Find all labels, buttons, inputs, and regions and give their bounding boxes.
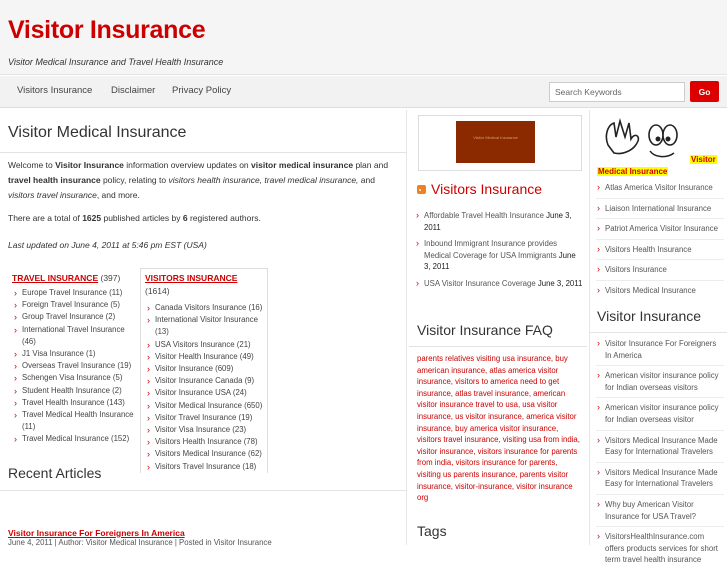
category-item[interactable]: › Student Health Insurance (2) — [14, 385, 134, 397]
recent-article-meta: June 4, 2011 | Author: Visitor Medical Insurance | Posted in Visitor Insurance — [8, 538, 272, 547]
intro-strong-site: Visitor Insurance — [55, 160, 124, 170]
main-content — [0, 110, 407, 545]
insurance-link[interactable]: › Visitors Medical Insurance — [596, 285, 724, 301]
category-count: (1614) — [145, 286, 170, 296]
divider — [0, 152, 407, 153]
divider — [409, 346, 587, 347]
insurance-link[interactable]: › Visitors Health Insurance — [596, 244, 724, 261]
sidebar-article-link[interactable]: › American visitor insurance policy for Indian overseas visitor — [596, 402, 724, 430]
category-visitors-insurance — [140, 268, 268, 473]
middle-sidebar — [409, 110, 587, 545]
category-item[interactable]: › Canada Visitors Insurance (16) — [147, 302, 267, 314]
intro-text: information overview updates on — [123, 160, 252, 170]
feed-list — [415, 210, 583, 294]
category-item[interactable]: › Visitors Travel Insurance (18) — [147, 461, 267, 473]
category-item[interactable]: › Europe Travel Insurance (11) — [14, 287, 134, 299]
category-item[interactable]: › Visitor Visa Insurance (23) — [147, 424, 267, 436]
sidebar-heading: Visitor Insurance — [597, 308, 702, 324]
highlighted-link[interactable]: Medical Insurance — [598, 167, 668, 176]
category-travel-insurance — [8, 269, 134, 446]
category-item[interactable]: › International Travel Insurance (46) — [14, 324, 134, 348]
site-header — [0, 0, 727, 75]
last-updated: Last updated on June 4, 2011 at 5:46 pm EST (USA) — [8, 240, 207, 250]
category-item[interactable]: › Schengen Visa Insurance (5) — [14, 372, 134, 384]
stats-text: There are a total of — [8, 213, 83, 223]
recent-article-link[interactable]: Visitor Insurance For Foreigners In America — [8, 528, 185, 538]
feed-item-title[interactable]: Inbound Immigrant Insurance provides Medical Coverage for USA Immigrants — [424, 239, 558, 260]
category-item[interactable]: › Group Travel Insurance (2) — [14, 311, 134, 323]
stats-text: published articles by — [101, 213, 183, 223]
category-item[interactable]: › USA Visitors Insurance (21) — [147, 339, 267, 351]
intro-strong-medical: visitor medical insurance — [251, 160, 354, 170]
category-link[interactable]: TRAVEL INSURANCE — [12, 273, 99, 283]
category-item[interactable]: › Travel Health Insurance (143) — [14, 397, 134, 409]
intro-text: Welcome to — [8, 160, 56, 170]
rss-feed-icon[interactable] — [417, 185, 426, 194]
sidebar-article-link[interactable]: › Why buy American Visitor Insurance for USA Travel? — [596, 499, 724, 527]
sidebar-article-link[interactable]: › Visitor Insurance For Foreigners In America — [596, 338, 724, 366]
intro-text: plan and — [353, 160, 389, 170]
nav-visitors-insurance[interactable]: Visitors Insurance — [17, 85, 93, 96]
category-item[interactable]: › J1 Visa Insurance (1) — [14, 348, 134, 360]
category-item[interactable]: › Visitor Travel Insurance (19) — [147, 412, 267, 424]
divider — [590, 332, 727, 333]
category-item[interactable]: › Visitors Health Insurance (78) — [147, 436, 267, 448]
search-go-button[interactable]: Go — [690, 81, 719, 102]
recent-articles-heading: Recent Articles — [8, 465, 102, 481]
feed-item[interactable] — [415, 210, 583, 233]
category-item[interactable]: › Foreign Travel Insurance (5) — [14, 299, 134, 311]
insurance-link[interactable]: › Visitors Insurance — [596, 264, 724, 281]
category-header — [8, 269, 134, 287]
tags-heading: Tags — [417, 523, 447, 539]
stats-text: registered authors. — [187, 213, 261, 223]
nav-disclaimer[interactable]: Disclaimer — [111, 85, 156, 96]
feed-item-date: June 3, 2011 — [424, 211, 572, 232]
highlighted-link[interactable]: Visitor — [691, 155, 716, 164]
feed-item[interactable] — [415, 238, 583, 273]
intro-paragraph — [8, 158, 402, 203]
page-title: Visitor Medical Insurance — [8, 124, 187, 141]
sidebar-articles-list — [596, 338, 724, 574]
intro-text: and — [358, 175, 375, 185]
intro-italic: visitors health insurance, travel medical insurance, — [168, 175, 359, 185]
insurance-link[interactable]: › Liaison International Insurance — [596, 203, 724, 220]
intro-text: policy, relating to — [100, 175, 169, 185]
faq-heading: Visitor Insurance FAQ — [417, 322, 553, 338]
right-sidebar — [589, 110, 727, 565]
site-tagline: Visitor Medical Insurance and Travel Health Insurance — [8, 57, 224, 67]
category-item[interactable]: › Visitor Medical Insurance (650) — [147, 400, 267, 412]
category-link[interactable]: VISITORS INSURANCE — [145, 273, 238, 283]
insurance-link[interactable]: › Atlas America Visitor Insurance — [596, 182, 724, 199]
author-count: 6 — [182, 213, 188, 223]
category-item[interactable]: › Travel Medical Health Insurance (11) — [14, 409, 134, 433]
nav-privacy-policy[interactable]: Privacy Policy — [172, 85, 232, 96]
feed-item-date: June 3, 2011 — [424, 250, 576, 271]
feed-item-title[interactable]: Affordable Travel Health Insurance — [424, 211, 544, 220]
category-item[interactable]: › International Visitor Insurance (13) — [147, 314, 267, 338]
banner-ad-image[interactable]: Visitor Medical Insurance — [456, 121, 535, 163]
stats-paragraph — [8, 211, 402, 226]
article-count: 1625 — [82, 213, 102, 223]
sidebar-article-link[interactable]: › American visitor insurance policy for Indian overseas visitors — [596, 370, 724, 398]
divider — [0, 490, 407, 491]
feed-item-date: June 3, 2011 — [537, 278, 583, 288]
intro-italic: visitors travel insurance — [8, 190, 97, 200]
search-input[interactable] — [549, 82, 685, 102]
insurance-link[interactable]: › Patriot America Visitor Insurance — [596, 223, 724, 240]
feed-heading[interactable]: Visitors Insurance — [431, 181, 543, 197]
faq-tag-cloud[interactable]: parents relatives visiting usa insurance, buy american insurance, atlas america visitor insurance, visitors to america need to get insurance, atlas travel insurance, american visitor insurance travel to usa, usa visitor insurance, us visitor insurance, america visitor insurance, buy america visitor insurance, visitors travel insurance, visiting usa from india, visitor insurance, visitors insurance for parents from india, visitors insurance for parents, visiting us parents insurance, parents visitor insurance, visitor-insurance, visitor insurance org — [417, 354, 580, 503]
intro-text: , and more. — [96, 190, 140, 200]
insurance-links-list — [596, 182, 724, 305]
category-item[interactable]: › Visitor Insurance USA (24) — [147, 387, 267, 399]
sidebar-article-link[interactable]: › Visitors Medical Insurance Made Easy for International Travelers — [596, 467, 724, 495]
sidebar-article-link[interactable]: › VisitorsHealthInsurance.com offers products services for short term travel health insurance — [596, 531, 724, 570]
category-item[interactable]: › Visitor Insurance (609) — [147, 363, 267, 375]
category-item[interactable]: › Travel Medical Insurance (152) — [14, 433, 134, 445]
category-header — [141, 269, 267, 300]
site-title-link[interactable]: Visitor Insurance — [8, 16, 206, 44]
category-item[interactable]: › Visitor Insurance Canada (9) — [147, 375, 267, 387]
banner-container — [418, 115, 582, 171]
feed-item[interactable] — [415, 278, 583, 290]
category-list — [141, 300, 267, 473]
category-list — [8, 287, 134, 446]
category-count: (397) — [100, 273, 121, 283]
intro-strong-health: travel health insurance — [8, 175, 101, 185]
sidebar-article-link[interactable]: › Visitors Medical Insurance Made Easy for International Travelers — [596, 435, 724, 463]
category-item[interactable]: › Visitors Medical Insurance (62) — [147, 448, 267, 460]
cartoon-hands-logo — [600, 115, 680, 161]
feed-item-title[interactable]: USA Visitor Insurance Coverage — [424, 278, 536, 288]
category-item[interactable]: › Overseas Travel Insurance (19) — [14, 360, 134, 372]
category-item[interactable]: › Visitor Health Insurance (49) — [147, 351, 267, 363]
